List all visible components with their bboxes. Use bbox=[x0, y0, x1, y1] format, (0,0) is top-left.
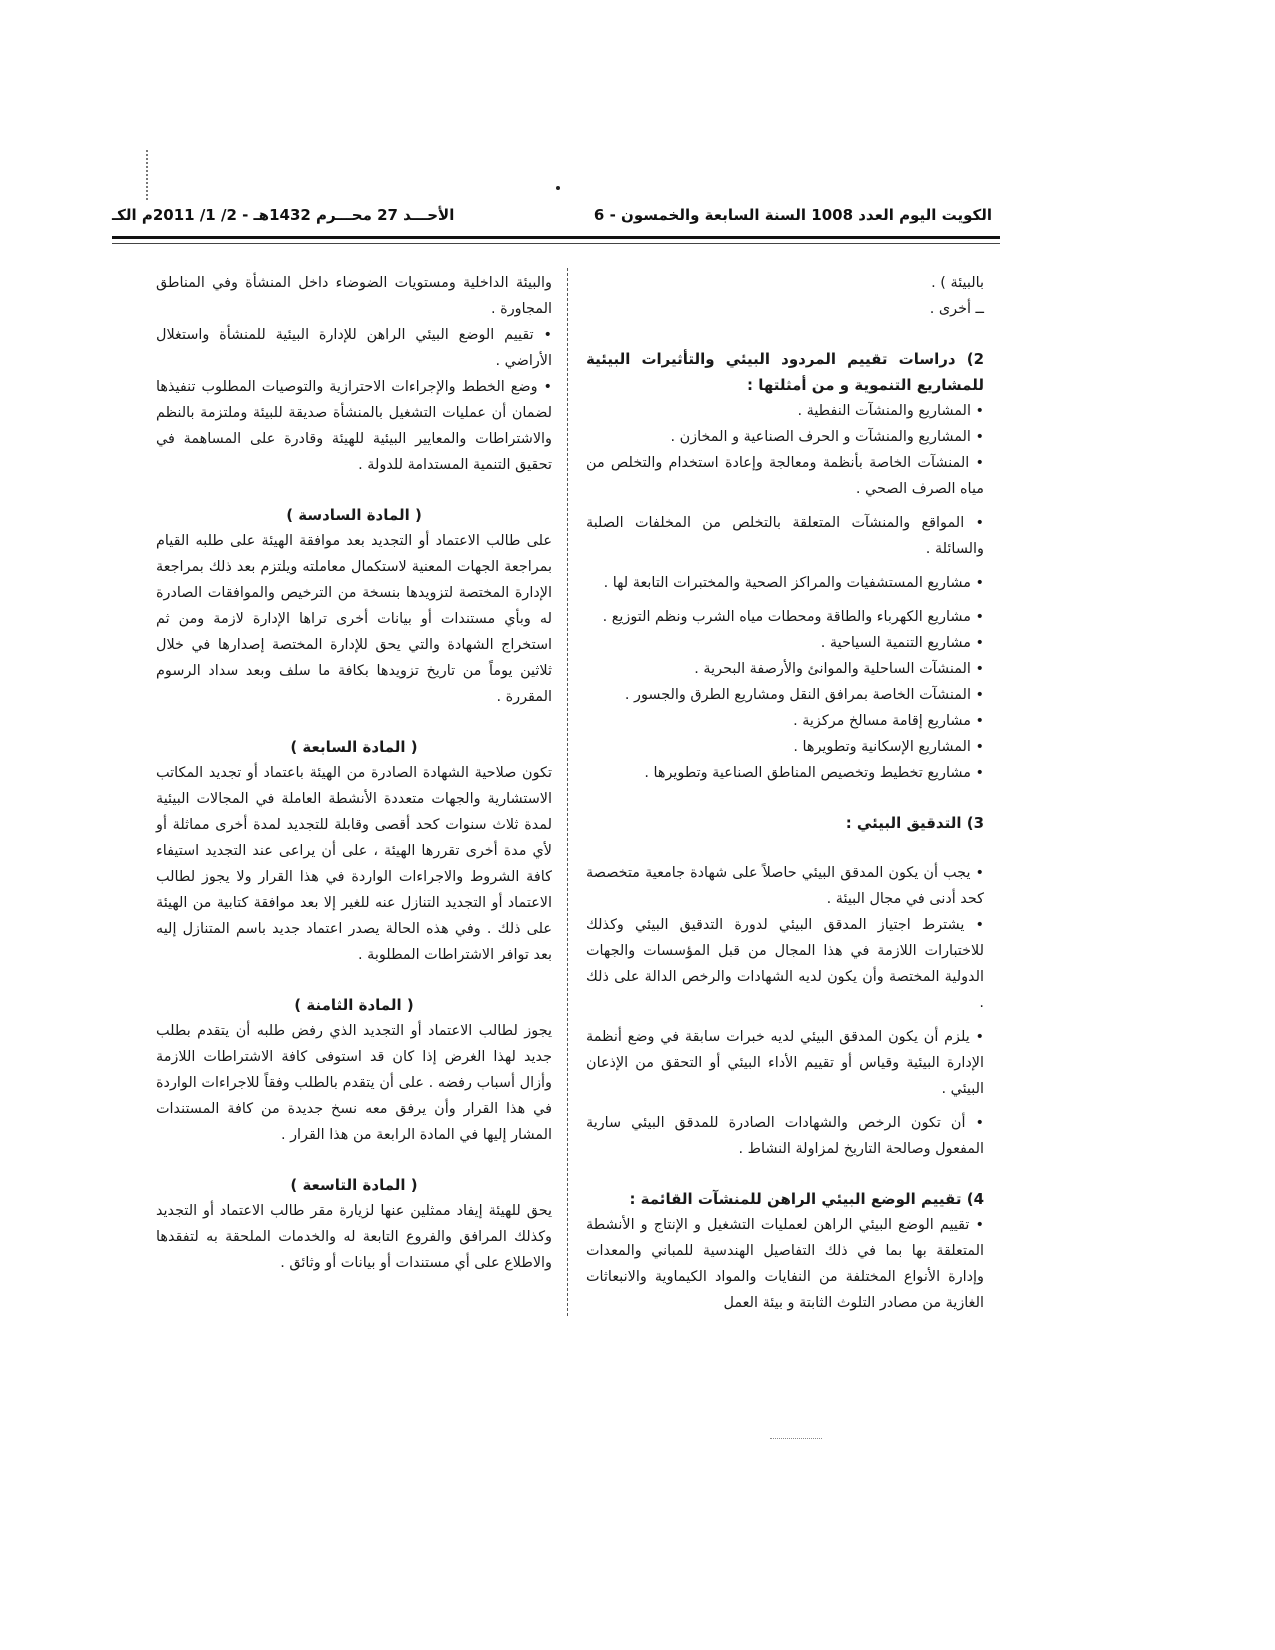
list-item: • مشاريع الكهرباء والطاقة ومحطات مياه الشرب ونظم التوزيع . bbox=[602, 609, 984, 625]
article-text: تكون صلاحية الشهادة الصادرة من الهيئة باعتماد أو تجديد المكاتب الاستشارية والجهات متعددة الأنشطة العاملة في المجالات البيئية لمدة ثلاث سنوات كحد أقصى وقابلة للتجديد لمدة أخرى مماثلة أو لأي مدة أخرى تقررها الهيئة ، على أن يراعى عند التجديد استيفاء كافة الشروط والاجراءات الواردة في هذا القرار ولا يجوز لطالب الاعتماد أو التجديد التنازل عنه للغير إلا بعد موافقة كتابية من الهيئة على ذلك . وفي هذه الحالة يصدر اعتماد جديد باسم المتنازل إليه بعد توافر الاشتراطات المطلوبة . bbox=[156, 765, 552, 963]
list-item: • تقييم الوضع البيئي الراهن للإدارة البيئية للمنشأة واستغلال الأراضي . bbox=[156, 327, 552, 369]
left-column bbox=[156, 270, 552, 1276]
list-item: • المشاريع والمنشآت و الحرف الصناعية و المخازن . bbox=[670, 429, 984, 445]
header-publication-info: الكويت اليوم العدد 1008 السنة السابعة والخمسون - 6 bbox=[593, 206, 992, 224]
list-item: • وضع الخطط والإجراءات الاحترازية والتوصيات المطلوب تنفيذها لضمان أن عمليات التشغيل بالمنشأة صديقة للبيئة وملتزمة بالنظم والاشتراطات والمعايير البيئية للهيئة وقادرة على المساهمة في تحقيق التنمية المستدامة للدولة . bbox=[156, 379, 552, 473]
footer-dotted-mark bbox=[770, 1438, 822, 1440]
list-item: • يلزم أن يكون المدقق البيئي لديه خبرات سابقة في وضع أنظمة الإدارة البيئية وقياس أو تقييم الأداء البيئي أو التحقق من الإذعان البيئي . bbox=[586, 1029, 984, 1097]
page-header bbox=[112, 206, 992, 232]
list-item: • المواقع والمنشآت المتعلقة بالتخلص من المخلفات الصلبة والسائلة . bbox=[586, 515, 984, 557]
column-divider bbox=[567, 268, 569, 1316]
list-item: • مشاريع إقامة مسالخ مركزية . bbox=[793, 713, 984, 729]
article-title: ( المادة السابعة ) bbox=[290, 738, 418, 756]
list-item: • يشترط اجتياز المدقق البيئي لدورة التدقيق البيئي وكذلك للاختبارات اللازمة في هذا المجال من قبل المؤسسات والجهات الدولية المختصة وأن يكون لديه الشهادات والرخص الدالة على ذلك . bbox=[586, 917, 984, 1011]
paragraph: والبيئة الداخلية ومستويات الضوضاء داخل المنشأة وفي المناطق المجاورة . bbox=[156, 275, 552, 317]
list-item: • مشاريع التنمية السياحية . bbox=[820, 635, 984, 651]
section-heading: 3) التدقيق البيئي : bbox=[845, 814, 984, 832]
list-item: • المنشآت الساحلية والموانئ والأرصفة البحرية . bbox=[694, 661, 984, 677]
article-text: على طالب الاعتماد أو التجديد بعد موافقة الهيئة على طلبه القيام بمراجعة الجهات المعنية لاستكمال معاملته ويلتزم بعد ذلك بمراجعة الإدارة المختصة لتزويدها بنسخة من الترخيص والموافقات الصادرة له وبأي مستندات أو بيانات أخرى تراها الإدارة لازمة ومن ثم استخراج الشهادة والتي يحق للإدارة المختصة إصدارها في خلال ثلاثين يوماً من تاريخ تزويدها بكافة ما سلف وبعد سداد الرسوم المقررة . bbox=[156, 533, 552, 705]
section-heading: 4) تقييم الوضع البيئي الراهن للمنشآت القائمة : bbox=[629, 1190, 984, 1208]
binding-marks bbox=[146, 150, 150, 200]
list-item: • مشاريع المستشفيات والمراكز الصحية والمختبرات التابعة لها . bbox=[603, 575, 984, 591]
header-rule-thin bbox=[112, 243, 1000, 244]
header-date: الأحـــد 27 محـــرم 1432هـ - 2/ 1/ 2011م الكـ bbox=[112, 206, 455, 224]
article-text: يحق للهيئة إيفاد ممثلين عنها لزيارة مقر طالب الاعتماد أو التجديد وكذلك المرافق والفروع التابعة له والخدمات الملحقة به لتفقدها والاطلاع على أي مستندات أو بيانات أو وثائق . bbox=[156, 1203, 552, 1271]
list-item: • المشاريع الإسكانية وتطويرها . bbox=[793, 739, 984, 755]
list-item: • يجب أن يكون المدقق البيئي حاصلاً على شهادة جامعية متخصصة كحد أدنى في مجال البيئة . bbox=[586, 865, 984, 907]
list-item: • أن تكون الرخص والشهادات الصادرة للمدقق البيئي سارية المفعول وصالحة التاريخ لمزاولة النشاط . bbox=[586, 1115, 984, 1157]
list-item: • مشاريع تخطيط وتخصيص المناطق الصناعية وتطويرها . bbox=[644, 765, 984, 781]
section-heading: 2) دراسات تقييم المردود البيئي والتأثيرات البيئية للمشاريع التنموية و من أمثلتها : bbox=[586, 350, 984, 394]
article-title: ( المادة السادسة ) bbox=[286, 506, 422, 524]
list-item: • المشاريع والمنشآت النفطية . bbox=[797, 403, 984, 419]
article-text: يجوز لطالب الاعتماد أو التجديد الذي رفض طلبه أن يتقدم بطلب جديد لهذا الغرض إذا كان قد استوفى كافة الاشتراطات اللازمة وأزال أسباب رفضه . على أن يتقدم بالطلب وفقاً للاجراءات الواردة في هذا القرار وأن يرفق معه نسخ جديدة من كافة المستندات المشار إليها في المادة الرابعة من هذا القرار . bbox=[156, 1023, 552, 1143]
right-column bbox=[586, 270, 984, 1316]
header-rule-thick bbox=[112, 236, 1000, 239]
article-title: ( المادة الثامنة ) bbox=[294, 996, 414, 1014]
ink-speck bbox=[556, 186, 560, 190]
paragraph: • تقييم الوضع البيئي الراهن لعمليات التشغيل و الإنتاج و الأنشطة المتعلقة بها بما في ذلك التفاصيل الهندسية للمباني والمعدات وإدارة الأنواع المختلفة من النفايات والمواد الكيماوية والانبعاثات الغازية من مصادر التلوث الثابتة و بيئة العمل bbox=[586, 1217, 984, 1311]
text-line: بالبيئة ) . bbox=[931, 275, 984, 291]
text-line: ــ أخرى . bbox=[929, 301, 984, 317]
list-item: • المنشآت الخاصة بأنظمة ومعالجة وإعادة استخدام والتخلص من مياه الصرف الصحي . bbox=[586, 455, 984, 497]
article-title: ( المادة التاسعة ) bbox=[290, 1176, 418, 1194]
list-item: • المنشآت الخاصة بمرافق النقل ومشاريع الطرق والجسور . bbox=[624, 687, 984, 703]
